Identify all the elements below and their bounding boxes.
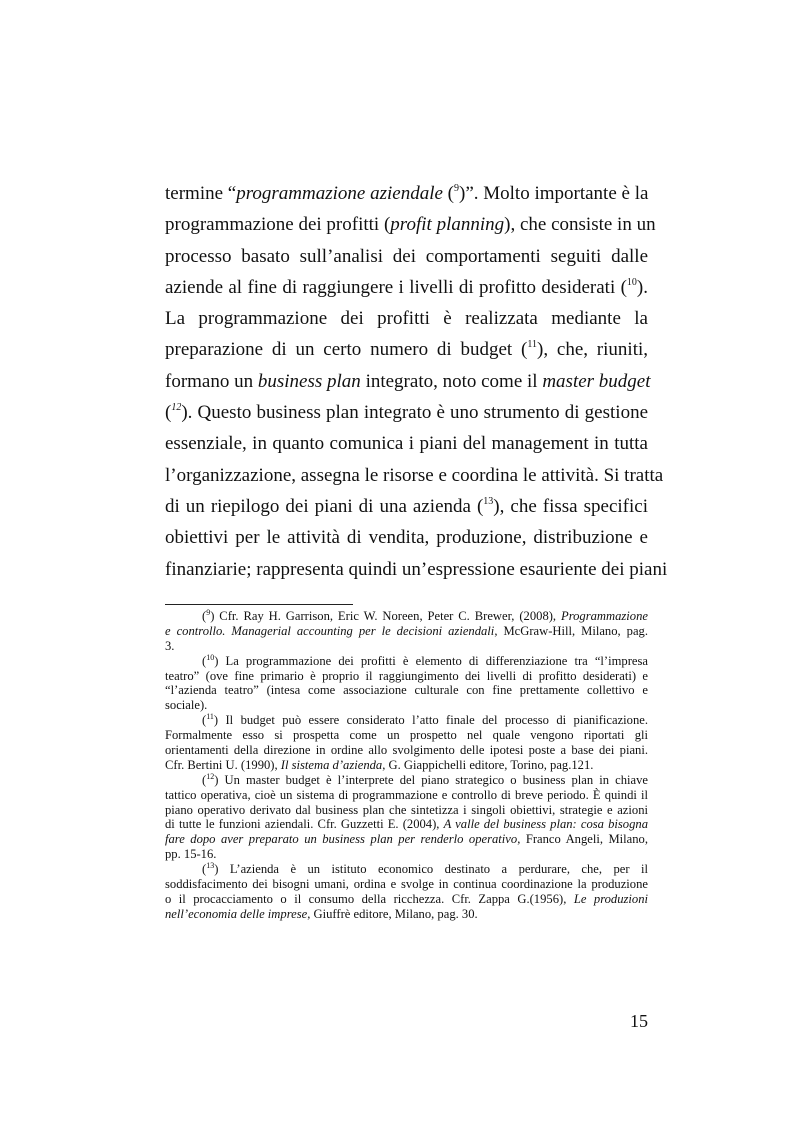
footnote-13: ($^{13}$) L’azienda è un istituto economico destinato a perdurare, che, per il [202, 861, 648, 877]
paragraph-line: termine “programmazione aziendale ($^9$)”. Molto importante è la [165, 183, 649, 204]
paragraph-line: programmazione dei profitti (profit planning), che consiste in un [165, 214, 656, 236]
paragraph-line: finanziarie; rappresenta quindi un’espressione esauriente dei piani [165, 558, 668, 580]
footnote-9: ($^9$) Cfr. Ray H. Garrison, Eric W. Noreen, Peter C. Brewer, (2008), Programmazione [202, 608, 648, 623]
paragraph-line: aziende al fine di raggiungere i livelli di profitto desiderati ($^{10}$). [165, 276, 648, 298]
footnotes [165, 609, 648, 922]
paragraph-line: obiettivi per le attività di vendita, produzione, distribuzione e [165, 527, 648, 549]
paragraph-line: La programmazione dei profitti è realizzata mediante la [165, 308, 648, 330]
footnote-ref-9[interactable]: 9 [454, 183, 459, 194]
paragraph-line: l’organizzazione, assegna le risorse e coordina le attività. Si tratta [165, 464, 664, 486]
paragraph-line: essenziale, in quanto comunica i piani del management in tutta [165, 433, 648, 455]
paragraph-line: di un riepilogo dei piani di una azienda ($^{13}$), che fissa specifici [165, 495, 648, 517]
footnote-separator [165, 604, 353, 605]
paragraph-line: preparazione di un certo numero di budget ($^{11}$), che, riuniti, [165, 339, 648, 361]
footnote-11: ($^{11}$) Il budget può essere considerato l’atto finale del processo di pianificazione. [202, 712, 648, 728]
footnote-line: Cfr. Bertini U. (1990), Il sistema d’azienda, G. Giappichelli editore, Torino, pag.121. [165, 757, 594, 772]
footnote-line: teatro” (ove fine primario è proprio il raggiungimento dei livelli di profitto desiderati) e [165, 668, 648, 683]
footnote-line: sociale). [165, 698, 208, 713]
paragraph-line: processo basato sull’analisi dei comportamenti seguiti dalle [165, 245, 648, 267]
footnote-line: 3. [165, 638, 175, 653]
footnote-12: ($^{12}$) Un master budget è l’interprete del piano strategico o business plan in chiave [202, 771, 648, 787]
footnote-line: tattico operativa, cioè un sistema di programmazione e controllo di breve periodo. È quindi il [165, 787, 648, 802]
footnote-line: fare dopo aver preparato un business plan per renderlo operativo, Franco Angeli, Milano, [165, 832, 649, 847]
footnote-line: pp. 15-16. [165, 847, 217, 862]
footnote-ref-12[interactable]: 12 [171, 402, 182, 414]
footnote-line: di tutte le funzioni aziendali. Cfr. Guzzetti E. (2004), A valle del business plan: cosa bisogna [165, 817, 648, 832]
footnote-line: soddisfacimento dei bisogni umani, ordina e svolge in continua coordinazione la produzione [165, 877, 648, 892]
paragraph-line: formano un business plan integrato, noto come il master budget [165, 370, 651, 392]
footnote-line: piano operativo derivato dal business plan che sintetizza i singoli obiettivi, strategie e azioni [165, 802, 648, 817]
footnote-line: Formalmente esso si prospetta come un prospetto nel quale vengono riportati gli [165, 728, 648, 743]
footnote-ref-10[interactable]: 10 [626, 276, 637, 288]
footnote-line: o il procacciamento o il consumo della ricchezza. Cfr. Zappa G.(1956), Le produzioni [165, 891, 649, 906]
footnote-ref-11[interactable]: 11 [527, 339, 537, 351]
footnote-ref-13[interactable]: 13 [483, 495, 494, 507]
footnote-line: e controllo. Managerial accounting per le decisioni aziendali, McGraw-Hill, Milano, pag. [165, 623, 648, 638]
footnote-10: ($^{10}$) La programmazione dei profitti è elemento di differenziazione tra “l’impresa [202, 652, 648, 668]
paragraph-line: ($^{12}$). Questo business plan integrato è uno strumento di gestione [165, 402, 648, 424]
footnote-line: “l’azienda teatro” (intesa come associazione culturale con fine prettamente collettivo e [165, 683, 648, 698]
page-number: 15 [630, 1011, 648, 1031]
footnote-line: nell’economia delle imprese, Giuffrè editore, Milano, pag. 30. [165, 906, 478, 921]
body-paragraph [165, 178, 668, 585]
footnote-line: orientamenti della direzione in ordine allo svolgimento delle ipotesi poste a base dei piani. [165, 743, 648, 758]
